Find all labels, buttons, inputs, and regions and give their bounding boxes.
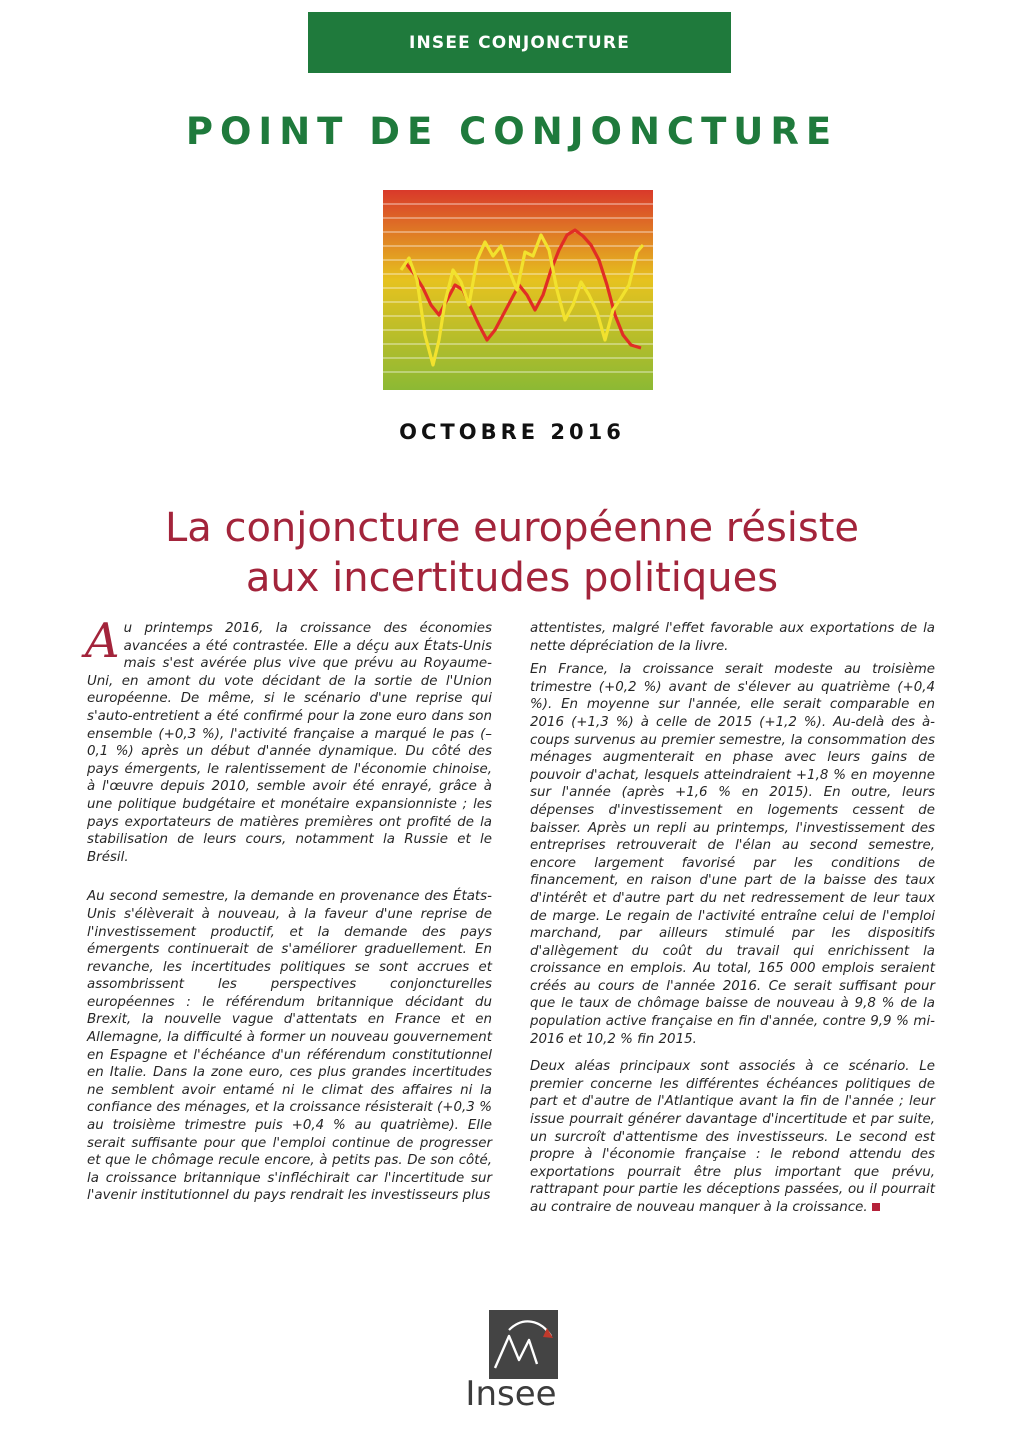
logo-mark-icon xyxy=(489,1310,558,1379)
article-paragraph xyxy=(85,613,492,866)
article-column-right xyxy=(530,620,935,1232)
article-title xyxy=(60,503,964,603)
banner-label: INSEE CONJONCTURE xyxy=(408,32,631,53)
article-title-line-1: La conjoncture européenne résiste xyxy=(164,505,860,551)
cover-chart-illustration xyxy=(383,190,653,390)
article-paragraph: attentistes, malgré l'effet favorable aux exportations de la nette dépréciation de la livre. xyxy=(530,621,935,654)
article-title-line-2: aux incertitudes politiques xyxy=(245,555,779,601)
insee-logo-icon xyxy=(489,1310,558,1379)
drop-cap: A xyxy=(85,613,120,669)
paragraph-text: Deux aléas principaux sont associés à ce scénario. Le premier concerne les différentes échéances politiques de part et d'autre de l'Atlantique avant la fin de l'année ; leur issue pourrait générer davantage d'incertitude et par suite, un surcroît d'attentisme des investisseurs. Le second est propre à l'économie française : le rebond attendu des exportations pourrait être plus important que prévu, rattrapant pour partie les déceptions passées, ou il pourrait au contraire de nouveau manquer à la croissance. xyxy=(530,1059,935,1215)
series-title: POINT DE CONJONCTURE xyxy=(185,110,839,153)
insee-logo-text: Insee xyxy=(465,1374,557,1414)
end-mark-icon xyxy=(872,1203,880,1211)
article-paragraph: Au second semestre, la demande en provenance des États-Unis s'élèverait à nouveau, à la faveur d'une reprise de l'investissement productif, et la demande des pays émergents continuerait de s'améliorer graduellement. En revanche, les incertitudes politiques se sont accrues et assombrissent les perspectives conjoncturelles européennes : le référendum britannique décidant du Brexit, la nouvelle vague d'attentats en France et en Allemagne, la difficulté à former un nouveau gouvernement en Espagne et l'échéance d'un référendum constitutionnel en Italie. Dans la zone euro, ces plus grandes incertitudes ne semblent avoir entamé ni le climat des affaires ni la confiance des ménages, et la croissance résisterait (+0,3 % au troisième trimestre puis +0,4 % au quatrième). Elle serait suffisante pour que l'emploi continue de progresser et que le chômage recule encore, à petits pas. De son côté, la croissance britannique s'infléchirait car l'incertitude sur l'avenir institutionnel du pays rendrait les investisseurs plus xyxy=(87,889,492,1204)
insee-logo xyxy=(461,1310,561,1420)
article-column-left xyxy=(85,613,492,1220)
article-paragraph xyxy=(530,1058,935,1216)
article-paragraph: En France, la croissance serait modeste au troisième trimestre (+0,2 %) avant de s'élever au quatrième (+0,4 %). En moyenne sur l'année, elle serait comparable en 2016 (+1,3 %) à celle de 2015 (+1,2 %). Au-delà des à-coups survenus au premier semestre, la consommation des ménages augmenterait en phase avec leurs gains de pouvoir d'achat, lesquels atteindraient +1,8 % en moyenne sur l'année (après +1,6 % en 2015). En outre, leurs dépenses d'investissement en logements cessent de baisser. Après un repli au printemps, l'investissement des entreprises retrouverait de l'élan au second semestre, encore largement favorisé par les conditions de financement, en raison d'une part de la baisse des taux d'intérêt et d'autre part du net redressement de leur taux de marge. Le regain de l'activité entraîne celui de l'emploi marchand, par ailleurs stimulé par les dispositifs d'allègement du coût du travail qui enrichissent la croissance en emplois. Au total, 165 000 emplois seraient créés au cours de l'année 2016. Ce serait suffisant pour que le taux de chômage baisse de nouveau à 9,8 % de la population active française en fin d'année, contre 9,9 % mi-2016 et 10,2 % fin 2015. xyxy=(530,662,935,1047)
issue-date: OCTOBRE 2016 xyxy=(399,420,625,444)
paragraph-text: u printemps 2016, la croissance des économies avancées a été contrastée. Elle a déçu aux États-Unis mais s'est avérée plus vive que prévu au Royaume-Uni, en amont du vote décidant de la sortie de l'Union européenne. De même, si le scénario d'une reprise qui s'auto-entretient a été confirmé pour la zone euro dans son ensemble (+0,3 %), l'activité française a marqué le pas (–0,1 %) après un début d'année dynamique. Du côté des pays émergents, le ralentissement de l'économie chinoise, à l'œuvre depuis 2010, semble avoir été enrayé, grâce à une politique budgétaire et monétaire expansionniste ; les pays exportateurs de matières premières ont profité de la stabilisation de leurs cours, notamment la Russie et le Brésil. xyxy=(87,621,492,865)
publication-banner xyxy=(308,12,731,73)
